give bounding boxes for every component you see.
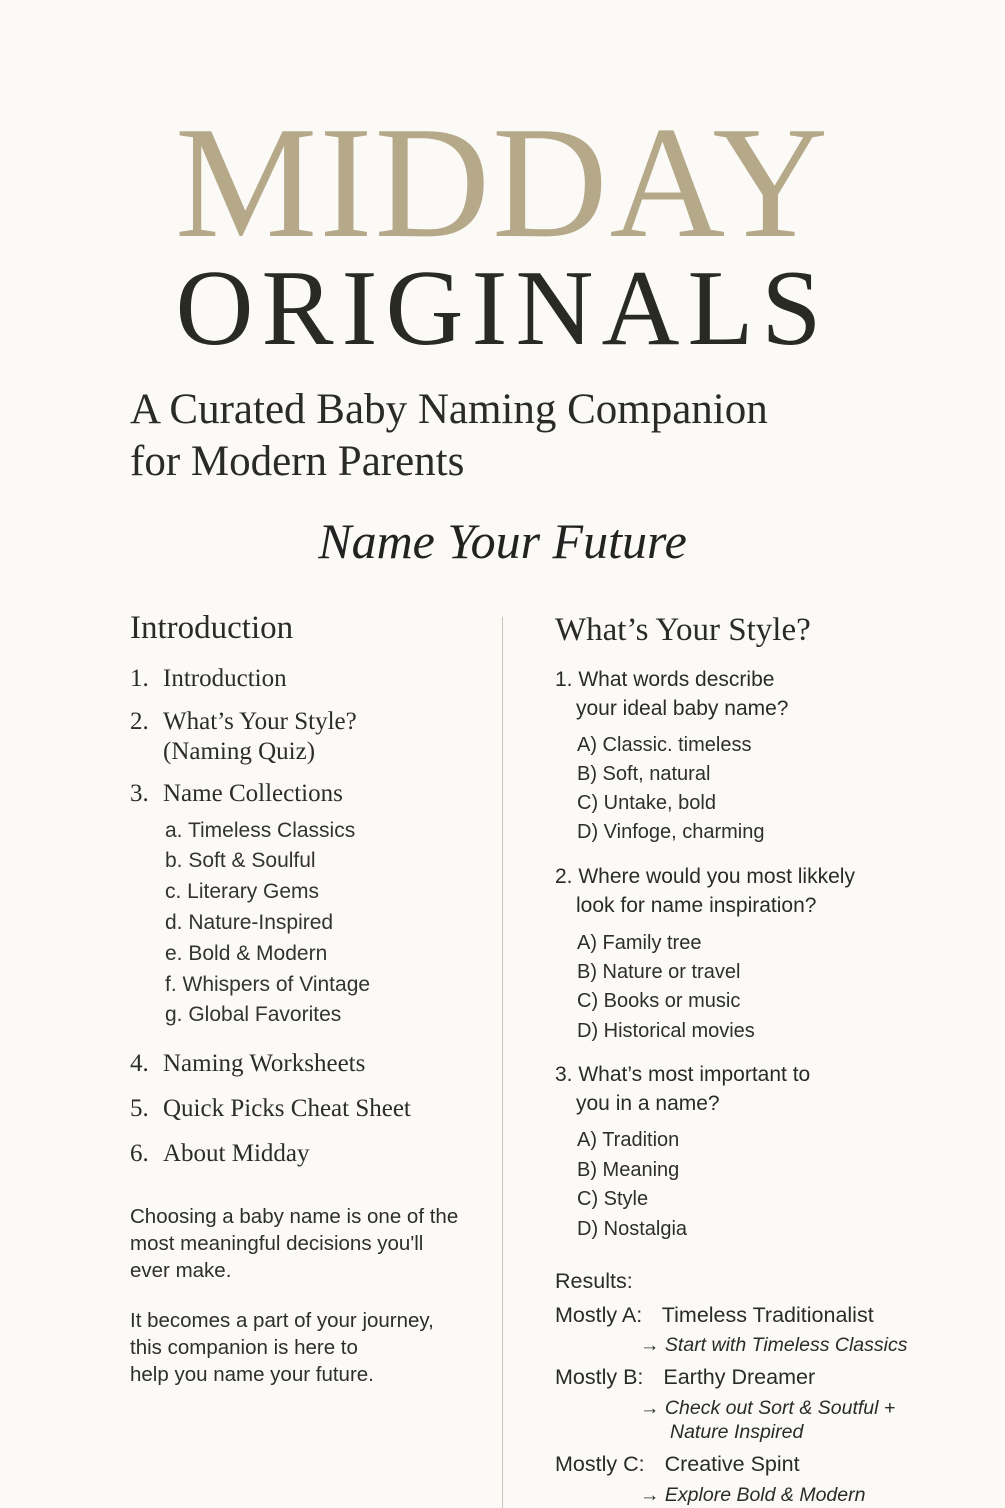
q1-option-d[interactable]: D) Vinfoge, charming xyxy=(577,821,765,843)
result-key: Mostly B: xyxy=(555,1365,644,1389)
toc-item-naming-worksheets[interactable] xyxy=(130,1049,365,1079)
collection-bold-modern[interactable]: e. Bold & Modern xyxy=(165,942,328,965)
paragraph-line: Choosing a baby name is one of the xyxy=(130,1205,459,1228)
q2-option-d[interactable]: D) Historical movies xyxy=(577,1020,755,1042)
title-midday: MIDDAY xyxy=(174,93,831,271)
recommendation-line[interactable]: Explore Bold & Modern xyxy=(664,1484,866,1506)
recommendation-line[interactable]: Check out Sort & Soutful + xyxy=(664,1397,896,1419)
toc-item-introduction[interactable] xyxy=(130,664,287,694)
subtitle xyxy=(130,384,850,488)
collection-nature-inspired[interactable]: d. Nature-Inspired xyxy=(165,911,334,934)
arrow-icon: → xyxy=(640,1397,660,1419)
arrow-icon: → xyxy=(640,1334,660,1356)
result-mostly-c xyxy=(555,1450,800,1478)
question-line: you in a name? xyxy=(576,1092,720,1115)
question-line: look for name inspiration? xyxy=(576,894,817,917)
q3-option-d[interactable]: D) Nostalgia xyxy=(577,1218,688,1240)
q3-option-b[interactable]: B) Meaning xyxy=(577,1159,680,1181)
subtitle-line-1: A Curated Baby Naming Companion xyxy=(130,386,768,433)
question-line: 3. What’s most important to xyxy=(555,1063,811,1086)
result-type: Timeless Traditionalist xyxy=(661,1303,874,1327)
paragraph-line: this companion is here to xyxy=(130,1336,358,1359)
result-type: Earthy Dreamer xyxy=(663,1365,816,1389)
q2-option-a[interactable]: A) Family tree xyxy=(577,932,702,954)
result-key: Mostly A: xyxy=(555,1303,643,1327)
q3-option-a[interactable]: A) Tradition xyxy=(577,1129,680,1151)
paragraph-line: most meaningful decisions you'll xyxy=(130,1232,424,1255)
collection-whispers-of-vintage[interactable]: f. Whispers of Vintage xyxy=(165,973,371,996)
column-divider xyxy=(502,617,503,1508)
subtitle-line-2: for Modern Parents xyxy=(130,438,465,485)
q1-option-c[interactable]: C) Untake, bold xyxy=(577,792,716,814)
collection-literary-gems[interactable]: c. Literary Gems xyxy=(165,880,320,903)
toc-label: Name Collections xyxy=(163,780,343,807)
result-c-recommendation xyxy=(640,1483,865,1507)
quiz-question-3 xyxy=(555,1060,810,1118)
toc-number: 5. xyxy=(130,1095,149,1122)
paragraph-line: help you name your future. xyxy=(130,1363,374,1386)
introduction-heading: Introduction xyxy=(130,610,294,646)
quiz-question-1 xyxy=(555,665,788,723)
result-a-recommendation xyxy=(640,1333,907,1357)
toc-label: About Midday xyxy=(163,1140,310,1167)
toc-label-continued: (Naming Quiz) xyxy=(163,738,316,765)
toc-number: 3. xyxy=(130,780,149,807)
collection-soft-soulful[interactable]: b. Soft & Soulful xyxy=(165,849,316,872)
quiz-question-2 xyxy=(555,862,855,920)
result-mostly-a xyxy=(555,1301,874,1329)
q3-option-c[interactable]: C) Style xyxy=(577,1188,649,1210)
toc-number: 1. xyxy=(130,665,149,692)
results-label: Results: xyxy=(555,1269,633,1293)
q2-option-b[interactable]: B) Nature or travel xyxy=(577,961,741,983)
toc-label: Quick Picks Cheat Sheet xyxy=(163,1095,411,1122)
recommendation-line[interactable]: Start with Timeless Classics xyxy=(664,1334,908,1356)
title-originals: ORIGINALS xyxy=(175,249,830,368)
paragraph-line: ever make. xyxy=(130,1259,232,1282)
toc-item-quick-picks[interactable] xyxy=(130,1094,411,1124)
q1-option-b[interactable]: B) Soft, natural xyxy=(577,763,711,785)
toc-number: 4. xyxy=(130,1050,149,1077)
paragraph-line: It becomes a part of your journey, xyxy=(130,1309,434,1332)
intro-paragraph-1 xyxy=(130,1203,458,1284)
arrow-icon: → xyxy=(640,1484,660,1506)
toc-number: 6. xyxy=(130,1140,149,1167)
question-line: 1. What words describe xyxy=(555,668,775,691)
q2-option-c[interactable]: C) Books or music xyxy=(577,990,741,1012)
toc-item-name-collections[interactable] xyxy=(130,779,343,809)
result-key: Mostly C: xyxy=(555,1452,645,1476)
q1-option-a[interactable]: A) Classic. timeless xyxy=(577,734,752,756)
toc-item-about-midday[interactable] xyxy=(130,1139,310,1169)
intro-paragraph-2 xyxy=(130,1307,434,1388)
question-line: your ideal baby name? xyxy=(576,697,789,720)
tagline: Name Your Future xyxy=(318,513,687,569)
collection-global-favorites[interactable]: g. Global Favorites xyxy=(165,1003,342,1026)
result-mostly-b xyxy=(555,1363,815,1391)
toc-label: What’s Your Style? xyxy=(163,708,357,735)
result-b-recommendation xyxy=(640,1396,895,1444)
result-type: Creative Spint xyxy=(664,1452,800,1476)
recommendation-line[interactable]: Nature Inspired xyxy=(670,1421,804,1443)
toc-item-style-quiz[interactable] xyxy=(130,707,357,767)
toc-number: 2. xyxy=(130,708,149,735)
question-line: 2. Where would you most likkely xyxy=(555,865,855,888)
quiz-heading: What’s Your Style? xyxy=(555,612,811,648)
collection-timeless-classics[interactable]: a. Timeless Classics xyxy=(165,819,356,842)
toc-label: Naming Worksheets xyxy=(163,1050,366,1077)
toc-label: Introduction xyxy=(163,665,287,692)
